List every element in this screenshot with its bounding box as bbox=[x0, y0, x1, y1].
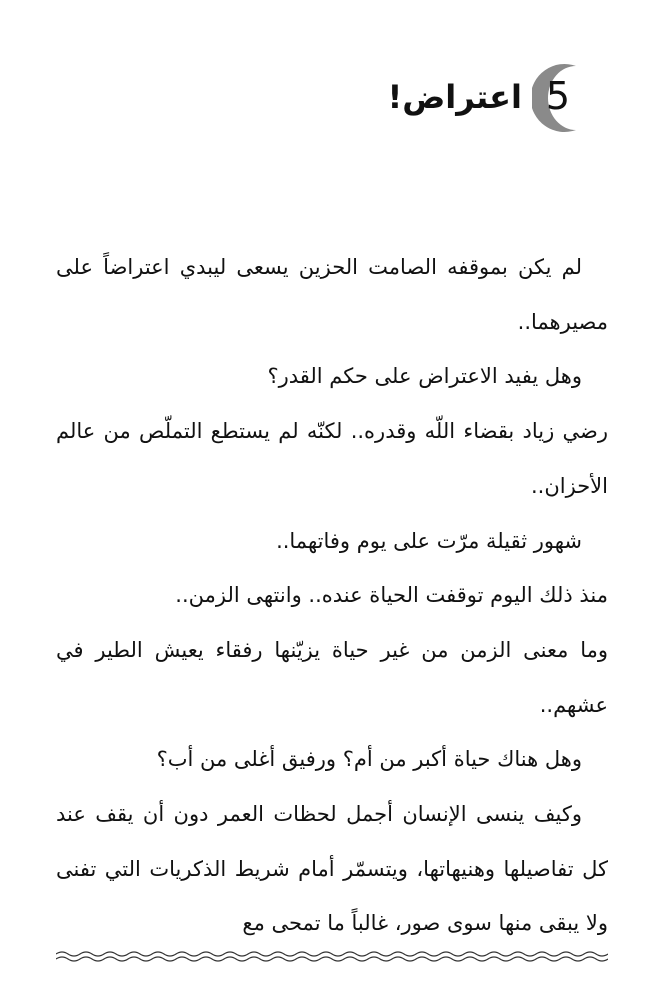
chapter-body bbox=[56, 240, 608, 951]
paragraph: وهل هناك حياة أكبر من أم؟ ورفيق أغلى من أب؟ bbox=[156, 747, 582, 772]
chapter-header bbox=[380, 58, 590, 138]
paragraph: وهل يفيد الاعتراض على حكم القدر؟ bbox=[267, 364, 582, 389]
paragraph: لم يكن بموقفه الصامت الحزين يسعى ليبدي اعتراضاً على مصيرهما.. bbox=[56, 255, 608, 334]
paragraph: شهور ثقيلة مرّت على يوم وفاتهما.. bbox=[276, 528, 582, 553]
paragraph: وكيف ينسى الإنسان أجمل لحظات العمر دون أن يقف عند كل تفاصيلها وهنيهاتها، ويتسمّر أمام شريط الذكريات التي تفنى ولا يبقى منها سوى صور، غالباً ما تمحى مع bbox=[56, 802, 608, 936]
paragraph: منذ ذلك اليوم توقفت الحياة عنده.. وانتهى الزمن.. bbox=[175, 583, 608, 608]
paragraph: رضي زياد بقضاء اللّه وقدره.. لكنّه لم يستطع التملّص من عالم الأحزان.. bbox=[56, 419, 608, 498]
wavy-divider bbox=[56, 948, 608, 964]
chapter-number: 5 bbox=[545, 74, 571, 118]
chapter-title: اعتراض! bbox=[387, 78, 522, 116]
paragraph: وما معنى الزمن من غير حياة يزيّنها رفقاء يعيش الطير في عشهم.. bbox=[56, 637, 608, 717]
